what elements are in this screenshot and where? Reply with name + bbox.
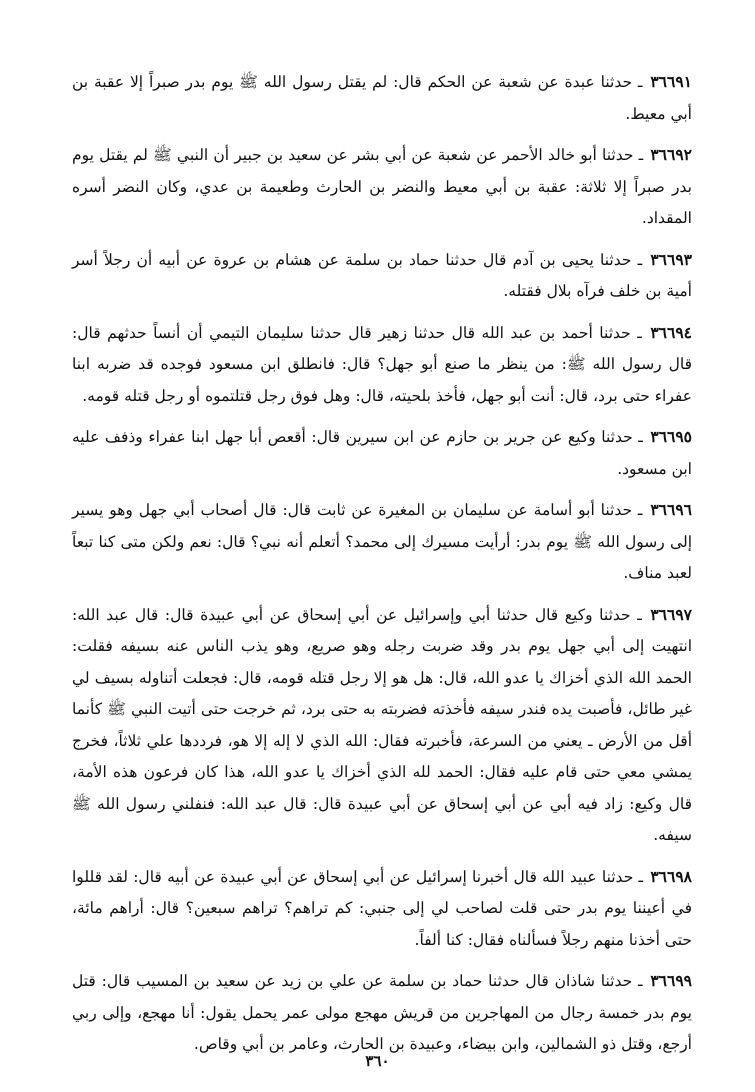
hadith-text: ـ حدثنا عبدة عن شعبة عن الحكم قال: لم يقتل رسول الله ﷺ يوم بدر صبراً إلا عقبة بن أبي معيط. [72,73,692,123]
hadith-text: ـ حدثنا وكيع قال حدثنا أبي وإسرائيل عن أبي إسحاق عن أبي عبيدة قال: قال عبد الله: انتهيت إلى أبي جهل يوم بدر وقد ضربت رجله وهو صريع، وهو يذب الناس عنه بسيفه فقلت: الحمد الله الذي أخزاك يا عدو الله، قال: هل هو إلا رجل قتله قومه، قال: فجعلت أتناوله بسيف لي غير طائل، فأصبت يده فندر سيفه فأخذته فضربته به حتى برد، ثم خرجت حتى أتيت النبي ﷺ كأنما أقل من الأرض ـ يعني من السرعة، فأخبرته فقال: الله الذي لا إله إلا هو، فرددها علي ثلاثاً، فخرج يمشي معي حتى قام عليه فقال: الحمد لله الذي أخزاك يا عدو الله، هذا كان فرعون هذه الأمة، قال وكيع: زاد فيه أبي عن أبي إسحاق عن أبي عبيدة قال: قال عبد الله: فنفلني رسول الله ﷺ سيفه. [72,605,692,844]
hadith-paragraph [72,66,692,130]
hadith-paragraph [72,494,692,590]
hadith-number: ٣٦٦٩٧ [650,604,692,624]
hadith-number: ٣٦٦٩٩ [650,971,692,990]
hadith-number: ٣٦٦٩٨ [650,866,692,886]
hadith-text: ـ حدثنا أبو أسامة عن سليمان بن المغيرة عن ثابت قال: قال أصحاب أبي جهل وهو يسير إلى رسول الله ﷺ يوم بدر: أرأيت مسيرك إلى محمد؟ أتعلم أنه نبي؟ قال: نعم ولكن متى كنا تبعاً لعبد مناف. [72,501,692,582]
hadith-paragraph [72,421,692,485]
hadith-text: ـ حدثنا أبو خالد الأحمر عن شعبة عن أبي بشر عن سعيد بن جبير أن النبي ﷺ لم يقتل يوم بدر صبراً إلا ثلاثة: عقبة بن أبي معيط والنضر بن الحارث وطعيمة بن عدي، وكان النضر أسره المقداد. [72,146,692,227]
hadith-paragraph [72,244,692,308]
page-number: ٣٦٠ [365,1052,390,1070]
hadith-number: ٣٦٦٩٦ [650,500,692,519]
hadith-paragraph [72,965,692,1061]
hadith-paragraph [72,861,692,957]
hadith-paragraph [72,139,692,235]
hadith-number: ٣٦٦٩٣ [650,249,692,269]
hadith-text: ـ حدثنا عبيد الله قال أخبرنا إسرائيل عن أبي إسحاق عن أبي عبيدة عن أبيه قال: لقد قللوا في أعيننا يوم بدر حتى قلت لصاحب لي إلى جنبي: كم تراهم؟ تراهم سبعين؟ قال: أراهم مائة، حتى أخذنا منهم رجلاً فسألناه فقال: كنا ألفاً. [72,867,692,949]
page-body [72,66,692,1070]
hadith-text: ـ حدثنا شاذان قال حدثنا حماد بن سلمة عن علي بن زيد عن سعيد بن المسيب قال: قتل يوم بدر خمسة رجال من المهاجرين من قريش مهجع مولى عمر يحمل يقول: أنا مهجع، وإلى ربي أرجع، وقتل ذو الشمالين، وابن بيضاء، وعبيدة بن الحارث، وعامر بن أبي وقاص. [72,972,692,1053]
hadith-text: ـ حدثنا أحمد بن عبد الله قال حدثنا زهير قال حدثنا سليمان التيمي أن أنساً حدثهم قال: قال رسول الله ﷺ: من ينظر ما صنع أبو جهل؟ قال: فانطلق ابن مسعود فوجده قد ضربه ابنا عفراء حتى برد، قال: أنت أبو جهل، فأخذ بلحيته، قال: وهل فوق رجل قتلتموه أو رجل قتله قومه. [72,323,692,405]
hadith-number: ٣٦٦٩٥ [650,427,693,446]
hadith-text: ـ حدثنا وكيع عن جرير بن حازم عن ابن سيرين قال: أقعص أبا جهل ابنا عفراء وذفف عليه ابن مسعود. [72,428,692,478]
hadith-number: ٣٦٦٩٤ [650,322,692,342]
hadith-number: ٣٦٦٩١ [650,72,692,91]
hadith-text: ـ حدثنا يحيى بن آدم قال حدثنا حماد بن سلمة عن هشام بن عروة عن أبيه أن رجلاً أسر أمية بن خلف فرآه بلال فقتله. [72,250,692,300]
hadith-number: ٣٦٦٩٢ [650,145,692,164]
hadith-paragraph [72,599,692,852]
hadith-paragraph [72,317,692,413]
